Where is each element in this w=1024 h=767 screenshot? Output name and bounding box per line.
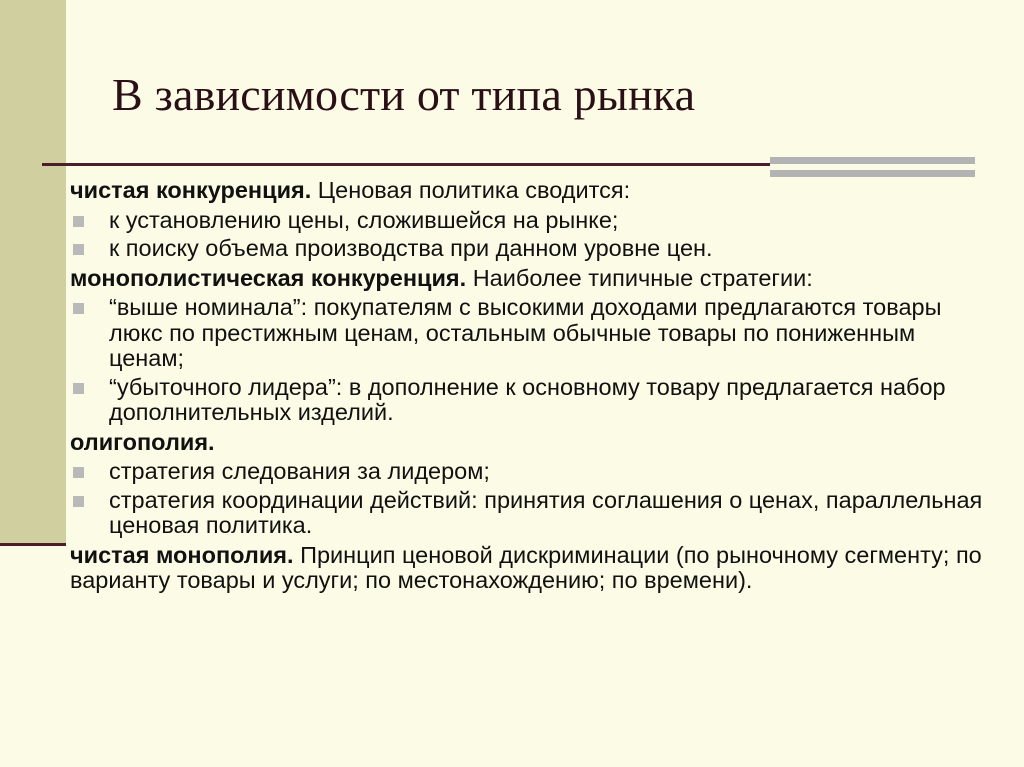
section-pure-competition	[70, 178, 990, 204]
slide-body	[70, 178, 990, 598]
title-accent-bar-bottom	[770, 170, 975, 177]
list-item	[70, 208, 990, 234]
title-accent-bar-top	[770, 157, 975, 164]
square-bullet-icon	[73, 383, 84, 394]
list-item	[70, 295, 990, 372]
slide-title: В зависимости от типа рынка	[112, 69, 696, 120]
section-heading: монополистическая конкуренция.	[70, 264, 467, 291]
list-item-text: к поиску объема производства при данном уровне цен.	[109, 235, 713, 261]
side-decoration-line	[0, 543, 66, 546]
section-text: Принцип ценовой дискриминации (по рыночному сегменту; по варианту товары и услуги; по местонахождению; по времени).	[70, 541, 982, 593]
bullet-list	[70, 208, 990, 262]
list-item-text: к установлению цены, сложившейся на рынке;	[109, 206, 619, 233]
title-underline-rule	[42, 163, 770, 166]
square-bullet-icon	[73, 496, 84, 507]
section-oligopoly	[70, 430, 990, 456]
list-item-text: стратегия следования за лидером;	[109, 458, 490, 484]
bullet-list	[70, 459, 990, 539]
square-bullet-icon	[73, 467, 84, 478]
section-monopolistic-competition	[70, 266, 990, 292]
section-text: Наиболее типичные стратегии:	[466, 264, 813, 291]
list-item-text: стратегия координации действий: принятия соглашения о ценах, параллельная ценовая политика.	[109, 486, 983, 538]
list-item	[70, 236, 990, 262]
list-item-text: “убыточного лидера”: в дополнение к основному товару предлагается набор дополнительных изделий.	[109, 373, 946, 425]
square-bullet-icon	[73, 244, 84, 255]
list-item-text: “выше номинала”: покупателям с высокими доходами предлагаются товары люкс по престижным ценам, остальным обычные товары по пониженным ценам;	[109, 294, 942, 371]
section-heading: олигополия.	[70, 428, 215, 455]
section-pure-monopoly	[70, 543, 990, 594]
bullet-list	[70, 295, 990, 426]
section-heading: чистая конкуренция.	[70, 177, 312, 203]
list-item	[70, 488, 990, 539]
list-item	[70, 375, 990, 426]
section-text: Ценовая политика сводится:	[311, 177, 631, 203]
list-item	[70, 459, 990, 485]
section-heading: чистая монополия.	[70, 541, 294, 568]
side-decoration-band	[0, 0, 66, 544]
square-bullet-icon	[73, 216, 84, 227]
square-bullet-icon	[73, 303, 84, 314]
